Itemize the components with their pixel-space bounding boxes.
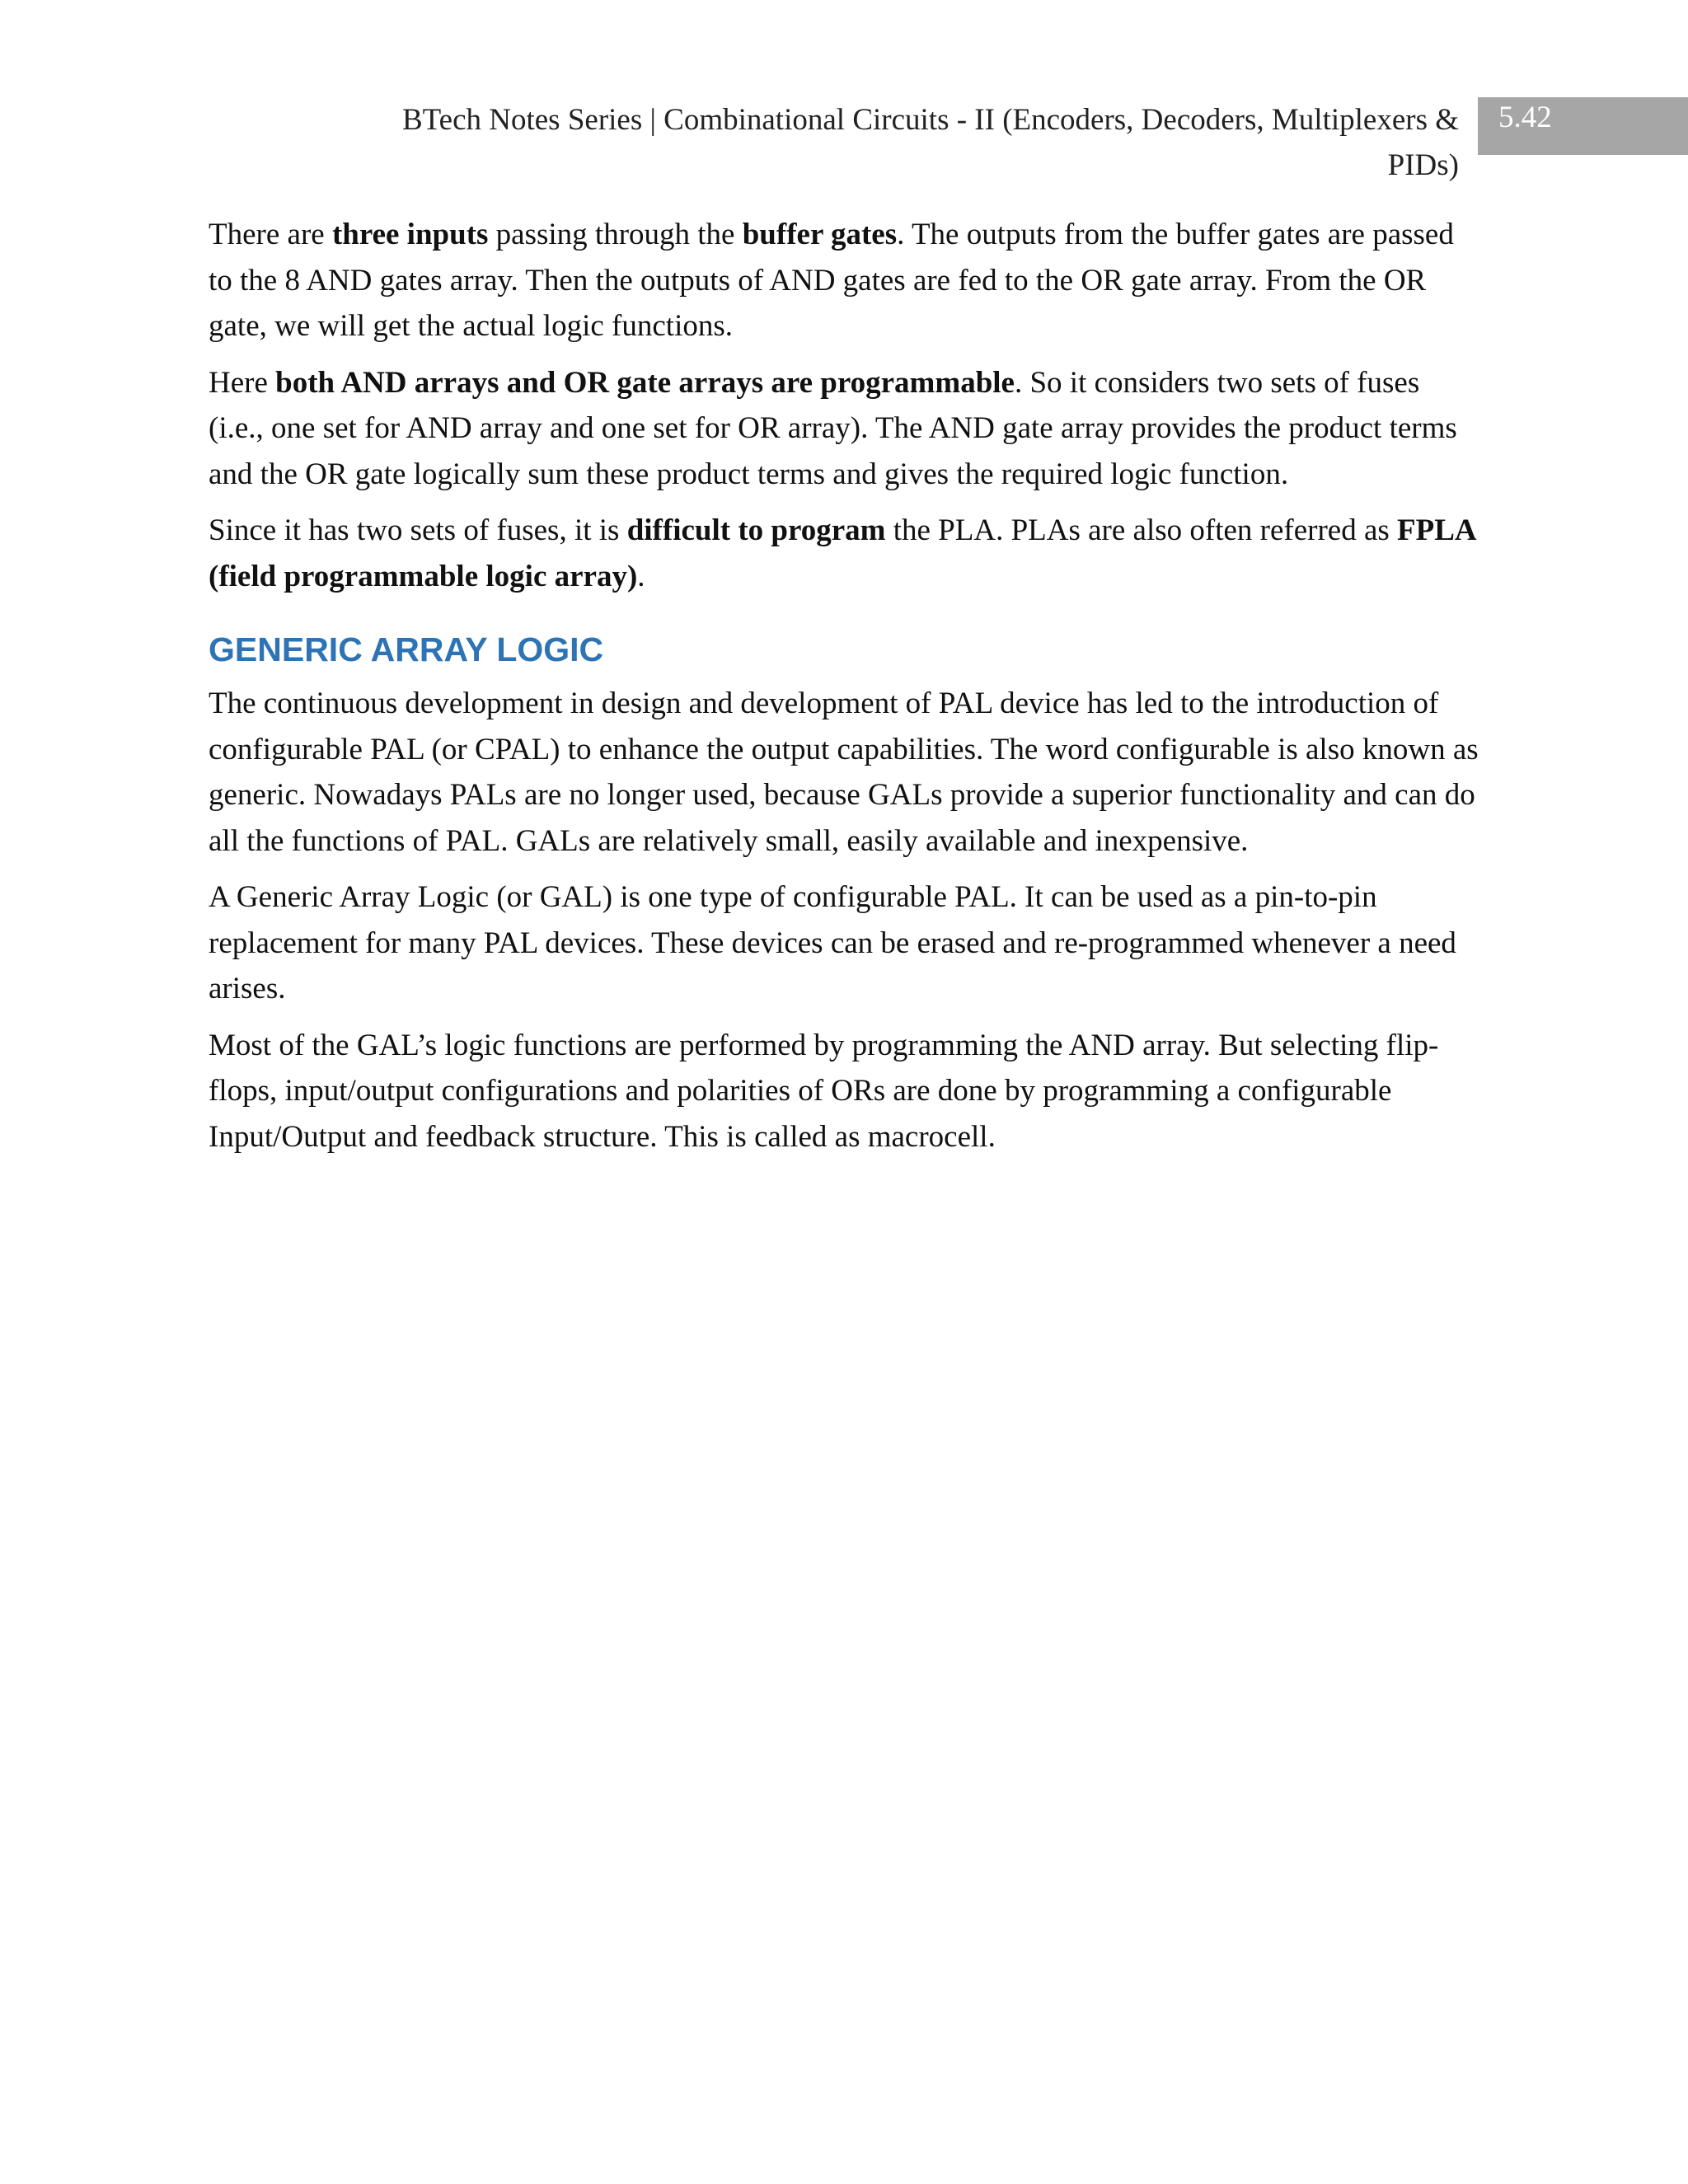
paragraph-pla-programmable (209, 360, 1482, 498)
running-header (247, 97, 1459, 188)
running-header-line-1: BTech Notes Series | Combinational Circuits - II (Encoders, Decoders, Multiplexers & (401, 103, 1459, 137)
bold-term: difficult to program (626, 513, 886, 547)
bold-term: buffer gates (742, 218, 898, 251)
bold-term: three inputs (331, 218, 489, 251)
text-run: Since it has two sets of fuses, it is (209, 513, 627, 547)
text-run: . (637, 559, 645, 593)
bold-term: FPLA (field programmable logic array) (209, 513, 1475, 593)
text-run: the PLA. PLAs are also often referred as (885, 513, 1398, 547)
paragraph-gal-macrocell: Most of the GAL’s logic functions are performed by programming the AND array. But selecting flip-flops, input/output configurations and polarities of ORs are done by programming a configurable Input/Output and feedback structure. This is called as macrocell. (209, 1028, 1439, 1154)
paragraph-gal-development: The continuous development in design and development of PAL device has led to the introduction of configurable PAL (or CPAL) to enhance the output capabilities. The word configurable is also known as generic. Nowadays PALs are no longer used, because GALs provide a superior functionality and can do all the functions of PAL. GALs are relatively small, easily available and inexpensive. (209, 687, 1479, 858)
paragraph-pla-fuses (209, 508, 1482, 599)
bold-term: both AND arrays and OR gate arrays are programmable (275, 365, 1015, 400)
paragraph-gal-definition: A Generic Array Logic (or GAL) is one type of configurable PAL. It can be used as a pin-to-pin replacement for many PAL devices. These devices can be erased and re-programmed whenever a need arises. (209, 880, 1456, 1005)
text-run: There are (209, 218, 332, 251)
paragraph-pla-inputs (209, 212, 1482, 349)
page-number-badge: 5.42 (1478, 97, 1688, 155)
text-run: passing through the (488, 218, 743, 251)
running-header-line-2: PIDs) (1387, 148, 1459, 182)
text-run: . The outputs from the buffer gates are passed to the 8 AND gates array. Then the outputs of AND gates are fed to the OR gate array. From the OR gate, we will get the actual logic functions. (209, 218, 1454, 343)
text-run: Here (209, 365, 276, 400)
text-run: . So it considers two sets of fuses (i.e., one set for AND array and one set for OR array). The AND gate array provides the product terms and the OR gate logically sum these product terms and gives the required logic function. (209, 365, 1457, 491)
section-heading-gal: GENERIC ARRAY LOGIC (209, 630, 604, 668)
page-body (209, 212, 1482, 1170)
